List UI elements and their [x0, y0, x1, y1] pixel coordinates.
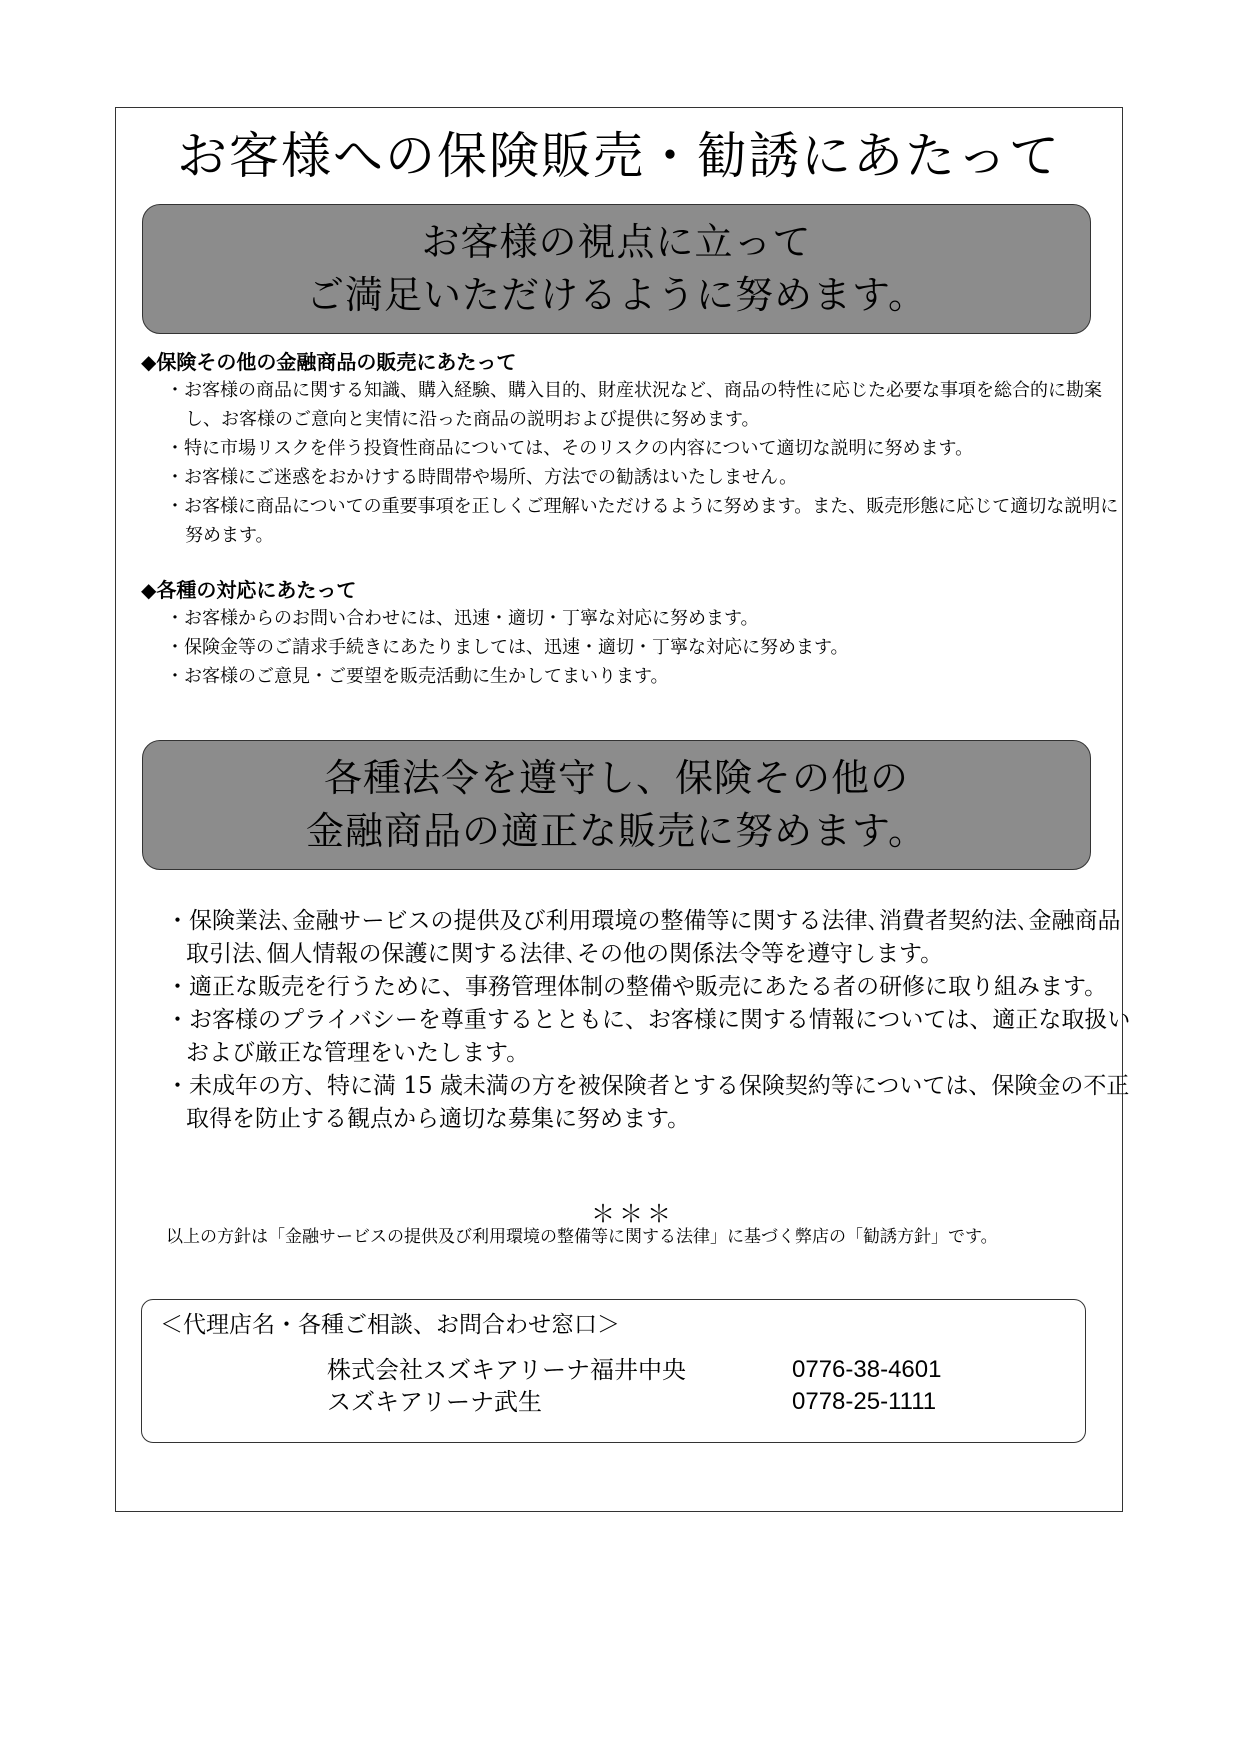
list-item: ・お客様からのお問い合わせには、迅速・適切・丁寧な対応に努めます。 [166, 608, 759, 629]
page-title: お客様への保険販売・勧誘にあたって [177, 127, 1061, 185]
section-heading-response: ◆各種の対応にあたって [141, 578, 357, 602]
section-heading-sales: ◆保険その他の金融商品の販売にあたって [141, 350, 517, 374]
agency-phone: 0776-38-4601 [792, 1356, 942, 1383]
agency-phone: 0778-25-1111 [792, 1388, 937, 1415]
response-policy-list [166, 604, 1120, 691]
banner-line: お客様の視点に立って [421, 220, 812, 264]
list-item: ・お客様のプライバシーを尊重するとともに、お客様に関する情報については、適正な取扱いおよび厳正な管理をいたします。 [166, 1007, 1131, 1066]
agency-row [327, 1386, 936, 1418]
banner-customer-perspective [142, 204, 1091, 334]
sales-policy-list [166, 376, 1120, 550]
banner-line: 各種法令を遵守し、保険その他の [323, 756, 909, 800]
list-item: ・適正な販売を行うために、事務管理体制の整備や販売にあたる者の研修に取り組みます。 [166, 974, 1108, 1000]
contact-title: ＜代理店名・各種ご相談、お問合わせ窓口＞ [160, 1312, 620, 1338]
agency-name: 株式会社スズキアリーナ福井中央 [327, 1356, 687, 1384]
list-item: ・お客様にご迷惑をおかけする時間帯や場所、方法での勧誘はいたしません。 [166, 467, 798, 488]
compliance-list [166, 905, 1131, 1136]
separator-asterisks: ＊＊＊ [591, 1200, 675, 1228]
list-item: ・保険金等のご請求手続きにあたりましては、迅速・適切・丁寧な対応に努めます。 [166, 637, 849, 658]
list-item: ・お客様に商品についての重要事項を正しくご理解いただけるように努めます。また、販売形態に応じて適切な説明に努めます。 [166, 496, 1119, 546]
agency-name: スズキアリーナ武生 [327, 1388, 543, 1416]
list-item: ・未成年の方、特に満 15 歳未満の方を被保険者とする保険契約等については、保険金の不正取得を防止する観点から適切な募集に努めます。 [166, 1073, 1130, 1132]
banner-line: ご満足いただけるように努めます。 [306, 273, 927, 317]
list-item: ・お客様の商品に関する知識、購入経験、購入目的、財産状況など、商品の特性に応じた必要な事項を総合的に勘案し、お客様のご意向と実情に沿った商品の説明および提供に努めます。 [166, 380, 1102, 430]
banner-line: 金融商品の適正な販売に努めます。 [306, 809, 927, 853]
list-item: ・保険業法､金融サービスの提供及び利用環境の整備等に関する法律､消費者契約法､金融商品取引法､個人情報の保護に関する法律､その他の関係法令等を遵守します。 [166, 908, 1121, 967]
policy-note: 以上の方針は「金融サービスの提供及び利用環境の整備等に関する法律」に基づく弊店の「勧誘方針」です。 [166, 1227, 998, 1247]
agency-row [327, 1354, 941, 1386]
contact-box [141, 1299, 1086, 1443]
document-frame [115, 107, 1131, 1512]
list-item: ・特に市場リスクを伴う投資性商品については、そのリスクの内容について適切な説明に努めます。 [166, 438, 974, 459]
list-item: ・お客様のご意見・ご要望を販売活動に生かしてまいります。 [166, 666, 669, 687]
banner-compliance [142, 740, 1091, 870]
